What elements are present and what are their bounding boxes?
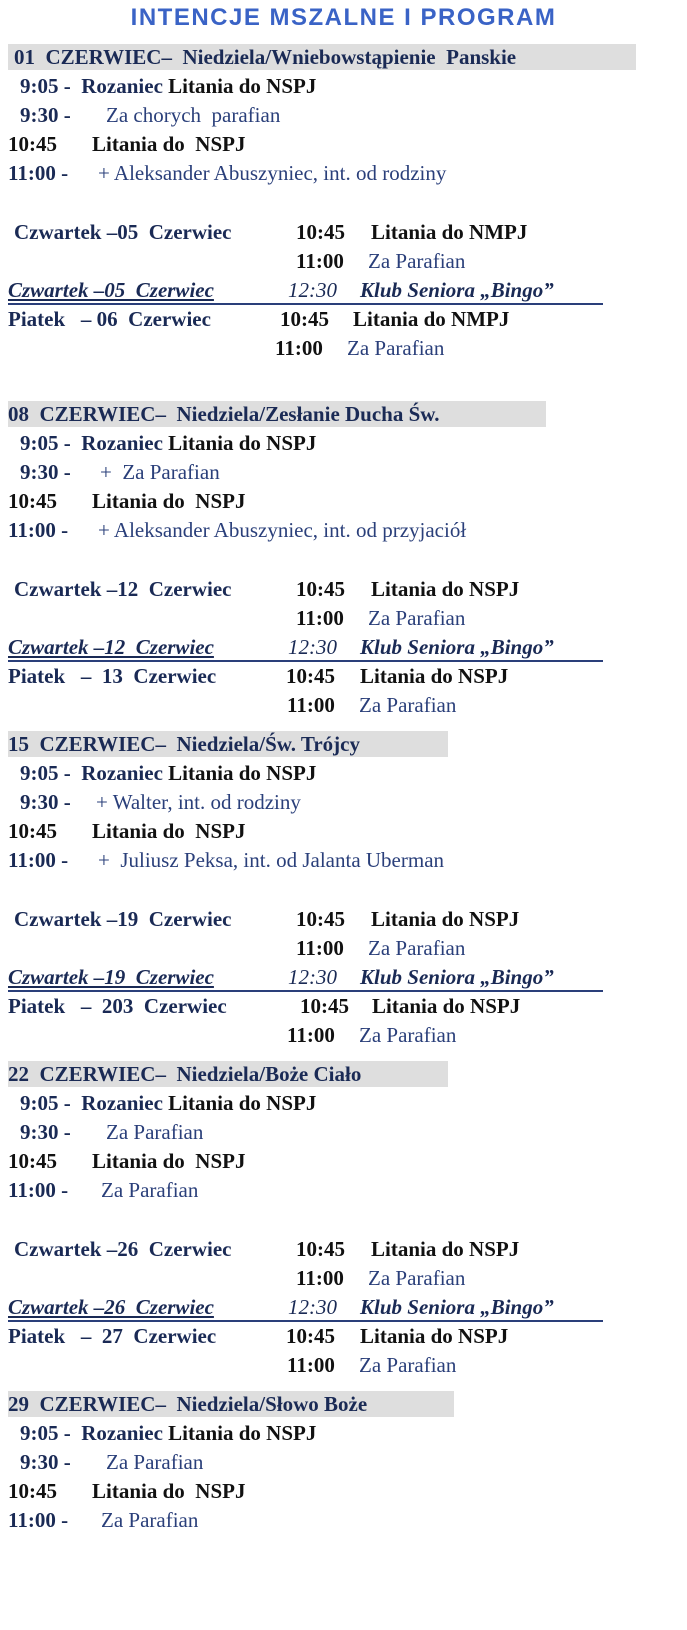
- weekday-intention: Za Parafian: [359, 1023, 457, 1047]
- mass-row: [20, 459, 220, 485]
- mass-row: [8, 1148, 246, 1174]
- mass-label: Rozaniec: [81, 1421, 163, 1445]
- sunday-header: 15 CZERWIEC– Niedziela/Św. Trójcy: [8, 732, 360, 756]
- mass-row: [8, 1507, 199, 1533]
- weekday-time: 10:45: [296, 220, 345, 244]
- mass-litany: Litania do NSPJ: [162, 74, 317, 98]
- mass-time: 10:45: [8, 1149, 57, 1173]
- mass-label: Rozaniec: [81, 1091, 163, 1115]
- weekday-litany: Litania do NMPJ: [371, 220, 528, 244]
- mass-time: 11:00 -: [8, 518, 69, 542]
- mass-time: 11:00 -: [8, 1508, 69, 1532]
- weekday-litany: Litania do NSPJ: [371, 577, 520, 601]
- weekday-intention: Za Parafian: [347, 336, 445, 360]
- mass-intention: + Juliusz Peksa, int. od Jalanta Uberman: [98, 848, 445, 872]
- weekday-litany: Litania do NSPJ: [371, 907, 520, 931]
- weekday-intention: Za Parafian: [359, 1353, 457, 1377]
- mass-row: [20, 1090, 316, 1116]
- mass-time: 9:30 -: [20, 1450, 71, 1474]
- mass-intention: + Za Parafian: [100, 460, 220, 484]
- weekday-litany: Litania do NMPJ: [353, 307, 510, 331]
- mass-time: 11:00 -: [8, 848, 69, 872]
- mass-litany: Litania do NSPJ: [92, 819, 246, 843]
- thursday-row: [14, 906, 520, 932]
- weekday-intention: Za Parafian: [359, 693, 457, 717]
- divider: [8, 990, 603, 992]
- weekday-litany: Litania do NSPJ: [360, 1324, 509, 1348]
- weekday-intention: Za Parafian: [368, 1266, 466, 1290]
- sunday-header: 08 CZERWIEC– Niedziela/Zesłanie Ducha Św.: [8, 402, 440, 426]
- weekday-time: 11:00: [296, 606, 344, 630]
- mass-row: [8, 488, 246, 514]
- weekday-time: 11:00: [296, 249, 344, 273]
- mass-label: Rozaniec: [81, 761, 163, 785]
- mass-time: 11:00 -: [8, 1178, 69, 1202]
- weekday-time: 10:45: [280, 307, 329, 331]
- mass-time: 9:05 -: [20, 431, 71, 455]
- mass-intention: Za Parafian: [106, 1120, 204, 1144]
- club-time: 12:30: [288, 1295, 337, 1319]
- mass-time: 11:00 -: [8, 161, 69, 185]
- mass-label: Rozaniec: [81, 431, 163, 455]
- weekday-label: Piatek – 06 Czerwiec: [8, 307, 211, 331]
- weekday-label: Czwartek –19 Czerwiec: [14, 907, 232, 931]
- mass-row: [8, 1177, 199, 1203]
- mass-intention: + Walter, int. od rodziny: [96, 790, 301, 814]
- weekday-time: 11:00: [287, 1353, 335, 1377]
- mass-litany: Litania do NSPJ: [92, 132, 246, 156]
- thursday-row: [14, 219, 528, 245]
- club-name: Klub Seniora „Bingo”: [360, 278, 554, 302]
- mass-time: 9:30 -: [20, 1120, 71, 1144]
- mass-time: 10:45: [8, 819, 57, 843]
- weekday-time: 11:00: [296, 936, 344, 960]
- mass-litany: Litania do NSPJ: [92, 1479, 246, 1503]
- mass-row: [8, 160, 447, 186]
- mass-row: [20, 430, 316, 456]
- mass-intention: + Aleksander Abuszyniec, int. od rodziny: [98, 161, 447, 185]
- mass-intention: Za Parafian: [106, 1450, 204, 1474]
- mass-row: [8, 847, 445, 873]
- friday-row: [8, 993, 521, 1019]
- club-row: [8, 964, 554, 990]
- mass-row: [20, 102, 281, 128]
- weekday-time: 10:45: [300, 994, 349, 1018]
- thursday-mass-row: [296, 1265, 466, 1291]
- mass-row: [20, 789, 301, 815]
- mass-time: 9:30 -: [20, 103, 71, 127]
- club-day: Czwartek –05 Czerwiec: [8, 278, 214, 302]
- club-day: Czwartek –26 Czerwiec: [8, 1295, 214, 1319]
- mass-time: 9:05 -: [20, 761, 71, 785]
- weekday-time: 10:45: [286, 664, 335, 688]
- mass-row: [8, 517, 467, 543]
- weekday-label: Czwartek –05 Czerwiec: [14, 220, 232, 244]
- mass-row: [20, 73, 316, 99]
- mass-time: 9:05 -: [20, 1421, 71, 1445]
- weekday-litany: Litania do NSPJ: [360, 664, 509, 688]
- club-day: Czwartek –12 Czerwiec: [8, 635, 214, 659]
- mass-litany: Litania do NSPJ: [92, 1149, 246, 1173]
- friday-mass-row: [287, 692, 457, 718]
- divider: [8, 660, 603, 662]
- mass-row: [8, 1478, 246, 1504]
- club-name: Klub Seniora „Bingo”: [360, 1295, 554, 1319]
- club-row: [8, 634, 554, 660]
- friday-row: [8, 306, 510, 332]
- mass-intention: Za Parafian: [101, 1178, 199, 1202]
- mass-row: [20, 1420, 316, 1446]
- club-time: 12:30: [288, 278, 337, 302]
- sunday-header: 22 CZERWIEC– Niedziela/Boże Ciało: [8, 1062, 362, 1086]
- divider: [8, 1320, 603, 1322]
- mass-time: 9:30 -: [20, 460, 71, 484]
- weekday-intention: Za Parafian: [368, 606, 466, 630]
- weekday-label: Czwartek –12 Czerwiec: [14, 577, 232, 601]
- weekday-time: 10:45: [296, 907, 345, 931]
- weekday-label: Piatek – 13 Czerwiec: [8, 664, 217, 688]
- thursday-mass-row: [296, 605, 466, 631]
- mass-row: [20, 1119, 204, 1145]
- club-row: [8, 277, 554, 303]
- sunday-header: 01 CZERWIEC– Niedziela/Wniebowstąpienie Panskie: [14, 45, 517, 69]
- friday-mass-row: [287, 1352, 457, 1378]
- mass-litany: Litania do NSPJ: [162, 761, 317, 785]
- weekday-time: 10:45: [296, 577, 345, 601]
- mass-time: 9:05 -: [20, 74, 71, 98]
- club-name: Klub Seniora „Bingo”: [360, 965, 554, 989]
- mass-time: 10:45: [8, 132, 57, 156]
- club-day: Czwartek –19 Czerwiec: [8, 965, 214, 989]
- sunday-header: 29 CZERWIEC– Niedziela/Słowo Boże: [8, 1392, 368, 1416]
- friday-row: [8, 663, 509, 689]
- mass-row: [8, 131, 246, 157]
- mass-intention: Za Parafian: [101, 1508, 199, 1532]
- mass-label: Rozaniec: [81, 74, 163, 98]
- weekday-label: Piatek – 27 Czerwiec: [8, 1324, 217, 1348]
- mass-litany: Litania do NSPJ: [162, 431, 317, 455]
- mass-time: 10:45: [8, 1479, 57, 1503]
- mass-time: 9:05 -: [20, 1091, 71, 1115]
- weekday-time: 11:00: [296, 1266, 344, 1290]
- thursday-row: [14, 1236, 520, 1262]
- page-title: INTENCJE MSZALNE I PROGRAM: [130, 4, 557, 31]
- weekday-intention: Za Parafian: [368, 936, 466, 960]
- mass-time: 10:45: [8, 489, 57, 513]
- mass-litany: Litania do NSPJ: [162, 1421, 317, 1445]
- mass-time: 9:30 -: [20, 790, 71, 814]
- weekday-label: Czwartek –26 Czerwiec: [14, 1237, 232, 1261]
- weekday-litany: Litania do NSPJ: [372, 994, 521, 1018]
- club-row: [8, 1294, 554, 1320]
- mass-row: [20, 1449, 204, 1475]
- mass-intention: Za chorych parafian: [106, 103, 281, 127]
- weekday-label: Piatek – 203 Czerwiec: [8, 994, 227, 1018]
- weekday-time: 11:00: [287, 693, 335, 717]
- thursday-mass-row: [296, 248, 466, 274]
- mass-litany: Litania do NSPJ: [162, 1091, 317, 1115]
- thursday-row: [14, 576, 520, 602]
- friday-mass-row: [275, 335, 445, 361]
- club-name: Klub Seniora „Bingo”: [360, 635, 554, 659]
- mass-litany: Litania do NSPJ: [92, 489, 246, 513]
- weekday-time: 10:45: [286, 1324, 335, 1348]
- mass-row: [20, 760, 316, 786]
- divider: [8, 303, 603, 305]
- club-time: 12:30: [288, 965, 337, 989]
- thursday-mass-row: [296, 935, 466, 961]
- weekday-litany: Litania do NSPJ: [371, 1237, 520, 1261]
- mass-row: [8, 818, 246, 844]
- weekday-time: 11:00: [287, 1023, 335, 1047]
- mass-intention: + Aleksander Abuszyniec, int. od przyjaciół: [98, 518, 467, 542]
- weekday-time: 11:00: [275, 336, 323, 360]
- weekday-intention: Za Parafian: [368, 249, 466, 273]
- friday-mass-row: [287, 1022, 457, 1048]
- friday-row: [8, 1323, 509, 1349]
- club-time: 12:30: [288, 635, 337, 659]
- weekday-time: 10:45: [296, 1237, 345, 1261]
